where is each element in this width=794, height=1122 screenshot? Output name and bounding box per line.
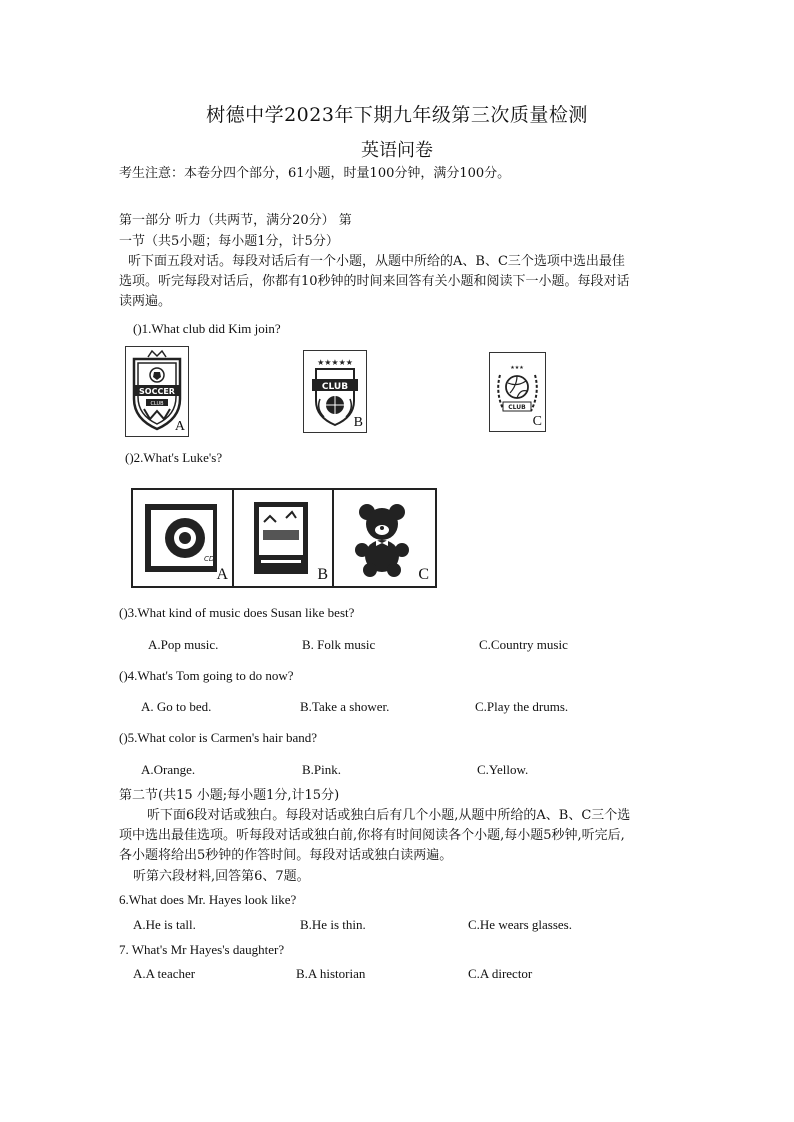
part2-instruction-1: 听下面6段对话或独白。每段对话或独白后有几个小题,从题中所给的A、B、C三个选 bbox=[147, 808, 631, 823]
q1-image-c bbox=[489, 352, 546, 432]
q2-image-c bbox=[334, 490, 435, 586]
question-2: ()2.What's Luke's? bbox=[125, 450, 223, 465]
soccer-badge-subtext: CLUB bbox=[150, 401, 164, 407]
q3-option-b[interactable]: B. Folk music bbox=[302, 637, 376, 652]
q2-image-a-label: A bbox=[216, 566, 228, 583]
question-1: ()1.What club did Kim join? bbox=[133, 321, 281, 336]
question-3: ()3.What kind of music does Susan like best? bbox=[119, 605, 355, 620]
q2-image-b bbox=[234, 490, 334, 586]
part1-heading: 第一部分 听力（共两节，满分20分） 第 bbox=[119, 213, 352, 228]
question-6: 6.What does Mr. Hayes look like? bbox=[119, 892, 297, 907]
q7-option-c[interactable]: C.A director bbox=[468, 966, 533, 981]
q1-image-c-label: C bbox=[532, 414, 542, 429]
q4-option-c[interactable]: C.Play the drums. bbox=[475, 699, 569, 714]
q2-image-strip bbox=[131, 488, 437, 588]
question-7: 7. What's Mr Hayes's daughter? bbox=[119, 942, 285, 957]
q1-image-b-label: B bbox=[353, 415, 363, 430]
part1-instruction-3: 读两遍。 bbox=[119, 294, 172, 309]
basketball-badge-text: CLUB bbox=[321, 382, 349, 392]
soccer-badge-text: SOCCER bbox=[139, 387, 175, 396]
volleyball-badge-text: CLUB bbox=[508, 404, 526, 411]
q5-option-c[interactable]: C.Yellow. bbox=[477, 762, 529, 777]
q6-option-a[interactable]: A.He is tall. bbox=[133, 917, 196, 932]
q7-option-a[interactable]: A.A teacher bbox=[133, 966, 196, 981]
part2-instruction-2: 项中选出最佳选项。听每段对话或独白前,你将有时间阅读各个小题,每小题5秒钟,听完后, bbox=[119, 828, 625, 843]
q4-option-a[interactable]: A. Go to bed. bbox=[141, 699, 212, 714]
q6-option-b[interactable]: B.He is thin. bbox=[300, 917, 366, 932]
q3-option-c[interactable]: C.Country music bbox=[479, 637, 568, 652]
cd-label-text: CD bbox=[204, 555, 215, 563]
q2-image-c-label: C bbox=[418, 566, 429, 583]
part2-heading: 第二节(共15 小题;每小题1分,计15分) bbox=[119, 788, 340, 803]
question-5: ()5.What color is Carmen's hair band? bbox=[119, 730, 317, 745]
q3-option-a[interactable]: A.Pop music. bbox=[148, 637, 219, 652]
q1-image-a bbox=[125, 346, 189, 437]
part2-material-note: 听第六段材料,回答第6、7题。 bbox=[133, 869, 310, 884]
part1-instruction-2: 选项。听完每段对话后，你都有10秒钟的时间来回答有关小题和阅读下一小题。每段对话 bbox=[119, 274, 630, 289]
exam-title: 树德中学2023年下期九年级第三次质量检测 bbox=[206, 104, 588, 126]
q1-image-b bbox=[303, 350, 367, 433]
q2-image-b-label: B bbox=[317, 566, 328, 583]
part1-instruction-1: 听下面五段对话。每段对话后有一个小题，从题中所给的A、B、C三个选项中选出最佳 bbox=[128, 254, 625, 269]
part1-section1-heading: 一节（共5小题；每小题1分，计5分） bbox=[119, 234, 339, 249]
q5-option-b[interactable]: B.Pink. bbox=[302, 762, 342, 777]
svg-text:★★★★★: ★★★★★ bbox=[317, 358, 353, 367]
q5-option-a[interactable]: A.Orange. bbox=[141, 762, 196, 777]
q7-option-b[interactable]: B.A historian bbox=[296, 966, 366, 981]
exam-notice: 考生注意：本卷分四个部分，61小题，时量100分钟，满分100分。 bbox=[119, 166, 511, 181]
svg-text:★★★: ★★★ bbox=[510, 365, 524, 371]
q2-image-a bbox=[133, 490, 234, 586]
q4-option-b[interactable]: B.Take a shower. bbox=[300, 699, 390, 714]
q1-image-a-label: A bbox=[174, 419, 185, 434]
part2-instruction-3: 各小题将给出5秒钟的作答时间。每段对话或独白读两遍。 bbox=[119, 848, 453, 863]
exam-subtitle: 英语问卷 bbox=[361, 140, 433, 161]
question-4: ()4.What's Tom going to do now? bbox=[119, 668, 294, 683]
q6-option-c[interactable]: C.He wears glasses. bbox=[468, 917, 572, 932]
